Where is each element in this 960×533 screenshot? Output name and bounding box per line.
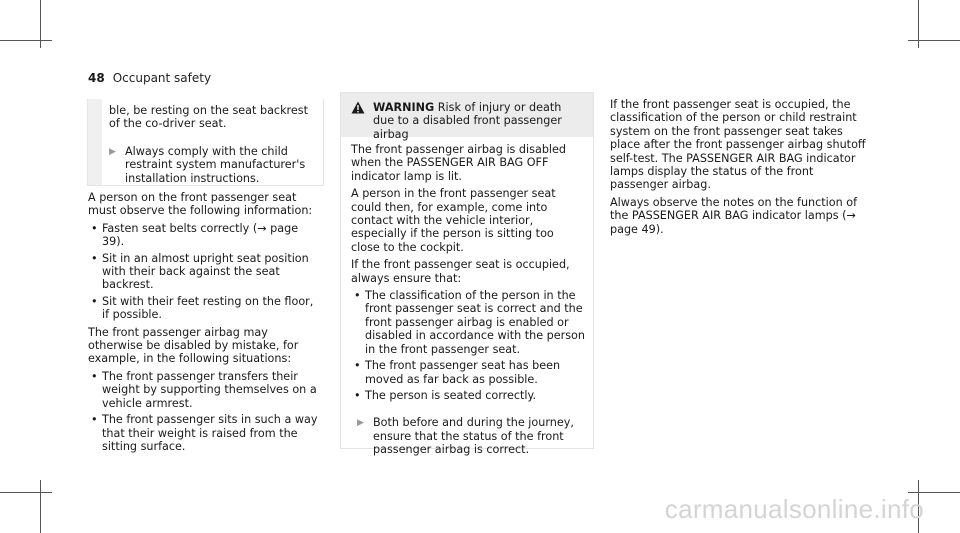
list-item: • The person is seated correctly. xyxy=(351,389,585,402)
right-column xyxy=(610,98,872,240)
list-item: • The front passenger seat has been moved as far back as possible. xyxy=(351,359,585,386)
crop-mark xyxy=(0,40,52,41)
list-item: • The classification of the person in the front passenger seat is correct and the front passenger airbag is enabled or disabled in accordance with the person in the front passenger seat. xyxy=(351,289,585,356)
left-column xyxy=(88,191,320,457)
list-item: • The front passenger sits in such a way that their weight is raised from the sitting surface. xyxy=(88,413,320,453)
right-paragraph: Always observe the notes on the function of the PASSENGER AIR BAG indicator lamps (→ page 49). xyxy=(610,195,858,236)
instruction-text: Always comply with the child restraint system manufacturer's installation instructions. xyxy=(125,144,306,185)
play-arrow-icon: ▶ xyxy=(357,418,364,429)
watermark: carmanualsonline.info xyxy=(664,494,924,524)
list-item: • Fasten seat belts correctly (→ page 39). xyxy=(88,222,320,249)
bullet-list xyxy=(351,289,585,402)
warning-label: WARNING xyxy=(373,101,435,114)
section-title: Occupant safety xyxy=(112,71,212,85)
list-item: • Sit in an almost upright seat position with their back against the seat backrest. xyxy=(88,252,320,292)
warning-title xyxy=(351,101,585,141)
bullet-list xyxy=(88,222,320,322)
instruction-text: Both before and during the journey, ensure that the status of the front passenger airbag is correct. xyxy=(373,416,574,457)
page-header xyxy=(88,71,211,85)
crop-mark xyxy=(908,40,960,41)
warning-box xyxy=(340,92,594,457)
crop-mark xyxy=(908,492,960,493)
warning-header xyxy=(341,93,593,141)
warning-paragraph: If the front passenger seat is occupied, always ensure that: xyxy=(351,258,570,285)
instruction-step xyxy=(351,416,585,456)
page-number: 48 xyxy=(88,71,105,85)
list-item: • The front passenger transfers their weight by supporting themselves on a vehicle armrest. xyxy=(88,370,320,410)
crop-mark xyxy=(0,492,52,493)
continuation-text: ble, be resting on the seat backrest of the co-driver seat. xyxy=(109,104,309,131)
warning-body xyxy=(341,137,593,457)
intro-text: A person on the front passenger seat must observe the following information: xyxy=(88,191,313,218)
list-item: • Sit with their feet resting on the floor, if possible. xyxy=(88,295,320,322)
warning-heading: Risk of injury or death due to a disabled front passenger airbag xyxy=(373,101,562,141)
instruction-step xyxy=(109,145,314,185)
left-column-box-text xyxy=(109,104,314,185)
play-arrow-icon: ▶ xyxy=(109,146,116,157)
right-paragraph: If the front passenger seat is occupied, the classification of the person or child restraint system on the front passenger seat takes place after the front passenger airbag shutoff self-test. The PASSENGER AIR BAG indicator lamps display the status of the front passenger airbag. xyxy=(610,98,866,192)
situations-text: The front passenger airbag may otherwise be disabled by mistake, for example, in the following situations: xyxy=(88,325,299,366)
crop-mark xyxy=(40,480,41,533)
warning-paragraph: The front passenger airbag is disabled when the PASSENGER AIR BAG OFF indicator lamp is lit. xyxy=(351,143,567,183)
warning-triangle-icon xyxy=(351,101,365,114)
bullet-list xyxy=(88,370,320,453)
warning-paragraph: A person in the front passenger seat could then, for example, come into contact with the vehicle interior, especially if the person is sitting too close to the cockpit. xyxy=(351,187,556,254)
